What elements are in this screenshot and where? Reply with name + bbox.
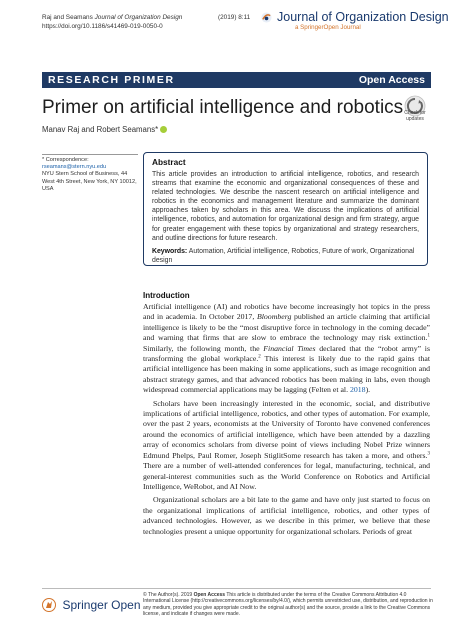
footnote-ref[interactable]: 1 (427, 333, 430, 339)
paragraph-2: Scholars have been increasingly interested in the economic, social, and distributive implications of artificial intelligence, robotics, and other types of automation. For example, over the past 2 years, economists at the University of Toronto have convened conferences around the economics of artificial intelligence, which have been attended by a dazzling array of economics scholars from diverse point of views including Nobel Prize winners Edmund Phelps, Paul Romer, Joseph StiglitSome research has taken a more, and others.$^3$ There are a number of well-attended conferences for legal, manufacturing, technical, and general-interest communities such as the World Conference on Robotics and Artificial Intelligence, WeRobot, and AI Now. (143, 398, 430, 491)
keywords (152, 247, 419, 265)
citation-link[interactable]: 2018 (349, 385, 366, 395)
citation-journal: Journal of Organization Design (94, 14, 183, 21)
citation-volume: (2019) 8:11 (218, 14, 251, 21)
correspondence-label: * Correspondence: (42, 157, 89, 163)
correspondence-block (42, 154, 138, 193)
section-heading-introduction: Introduction (143, 291, 190, 300)
footer-divider (42, 588, 431, 589)
body-text (143, 302, 430, 540)
article-type-bar (42, 72, 431, 88)
citation-authors: Raj and Seamans (42, 14, 93, 21)
abstract-heading: Abstract (152, 157, 186, 167)
journal-logo-icon (261, 12, 272, 23)
abstract-text: This article provides an introduction to artificial intelligence, robotics, and research streams that examine the economic and organizational consequences of these and related technologies. We describe the nascent research on artificial intelligence and robotics in the economics and management literature and summarize the dominant approaches taken by scholars in this area. We discuss the implications of artificial intelligence, robotics, and automation for organizational design and firm strategy, argue for greater engagement with these topics by organizational and strategy researchers, and outline directions for future research. (152, 171, 419, 242)
author-line (42, 125, 167, 134)
footnote-ref[interactable]: 3 (427, 451, 430, 457)
journal-name: Journal of Organization Design (277, 10, 449, 24)
publisher-name: Springer Open (62, 597, 141, 612)
article-type-label: RESEARCH PRIMER (48, 74, 175, 86)
check-for-updates-label: Check for updates (404, 110, 426, 122)
orcid-icon[interactable] (160, 126, 167, 133)
footnote-ref[interactable]: 2 (258, 354, 261, 360)
keywords-list: Automation, Artificial intelligence, Robotics, Future of work, Organizational design (152, 247, 415, 264)
correspondence-divider (42, 154, 138, 155)
springer-horse-icon (42, 598, 56, 612)
publisher-logo[interactable] (42, 596, 141, 614)
open-access-label: Open Access (358, 74, 425, 86)
journal-subtitle: a SpringerOpen Journal (295, 24, 361, 31)
correspondence-email[interactable]: rseamans@stern.nyu.edu (42, 164, 107, 171)
citation-line (42, 14, 182, 31)
abstract-box (143, 152, 428, 266)
article-title: Primer on artificial intelligence and robotics (42, 97, 404, 118)
license-text: © The Author(s). 2019 Open Access This article is distributed under the terms of the Creative Commons Attribution 4.0 International License (http://creativecommons.org/licenses/by/4.0/), which permits unrestricted use, distribution, and reproduction in any medium, provided you give appropriate credit to the original author(s) and the source, provide a link to the Creative Commons license, and indicate if changes were made. (143, 592, 433, 618)
author-mark: * (155, 125, 159, 134)
journal-logo[interactable] (277, 10, 449, 31)
keywords-label: Keywords: (152, 247, 188, 255)
authors: Manav Raj and Robert Seamans (42, 125, 156, 134)
correspondence-address: NYU Stern School of Business, 44 West 4th Street, New York, NY 10012, USA (42, 171, 137, 192)
paragraph-3: Organizational scholars are a bit late to the game and have only just started to focus on the organizational implications of artificial intelligence, robotics, and other types of advanced technologies. However, as we describe in this primer, we believe that these technologies present a unique opportunity for organizational scholars. Periods of great (143, 495, 430, 536)
doi-link[interactable]: https://doi.org/10.1186/s41469-019-0050-0 (42, 22, 163, 30)
paragraph-1: Artificial intelligence (AI) and robotics have become increasingly hot topics in the press and in academia. In October 2017, Bloomberg published an article claiming that artificial intelligence is likely to be the “most disruptive force in technology in the coming decade” and warning that firms that are slow to embrace the technology may risk extinction.$^1$ Similarly, the following month, the Financial Times declared that the “robot army” is transforming the global workplace.$^2$ This interest is likely due to the rapid gains that artificial intelligence has been making in some applications, such as image recognition and abstract strategy games, and that advanced robotics has been making in labs, even though widespread commercial applications may be lagging (Felten et al. 2018). (143, 302, 430, 395)
